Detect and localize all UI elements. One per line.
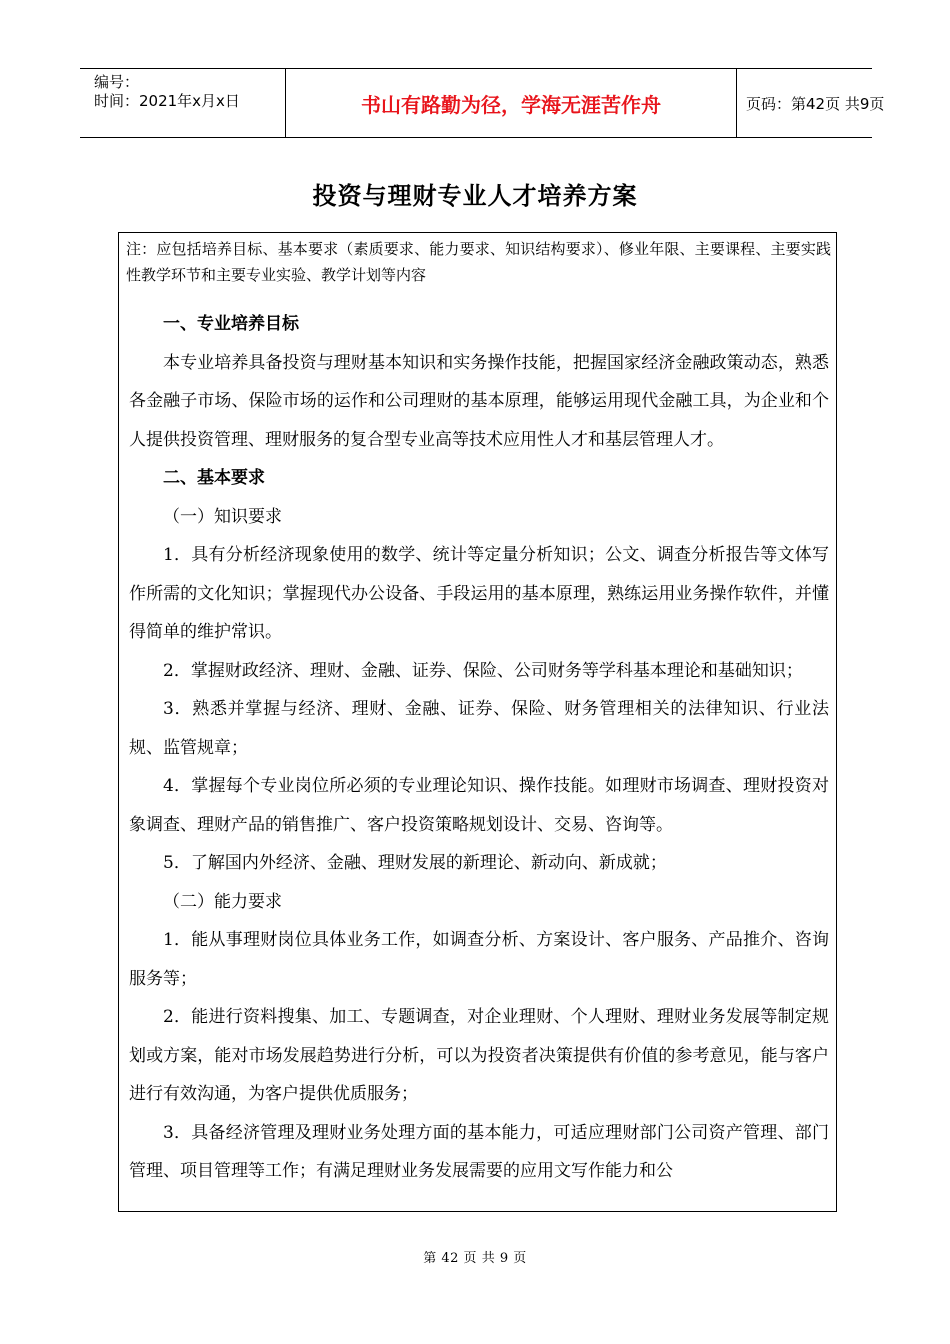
- paragraph: 2．能进行资料搜集、加工、专题调查，对企业理财、个人理财、理财业务发展等制定规划或方案，能对市场发展趋势进行分析，可以为投资者决策提供有价值的参考意见，能与客户进行有效沟通，为客户提供优质服务；: [129, 1007, 829, 1104]
- content-box: [118, 232, 837, 1212]
- header-page-code: 页码：第42页 共9页: [746, 94, 885, 113]
- paragraph: 5．了解国内外经济、金融、理财发展的新理论、新动向、新成就；: [163, 853, 667, 873]
- paragraph: 4．掌握每个专业岗位所必须的专业理论知识、操作技能。如理财市场调查、理财投资对象调查、理财产品的销售推广、客户投资策略规划设计、交易、咨询等。: [129, 776, 829, 835]
- paragraph: 1．具有分析经济现象使用的数学、统计等定量分析知识；公文、调查分析报告等文体写作所需的文化知识；掌握现代办公设备、手段运用的基本原理，熟练运用业务操作软件，并懂得简单的维护常识。: [129, 545, 829, 642]
- paragraph: 本专业培养具备投资与理财基本知识和实务操作技能，把握国家经济金融政策动态，熟悉各金融子市场、保险市场的运作和公司理财的基本原理，能够运用现代金融工具，为企业和个人提供投资管理、理财服务的复合型专业高等技术应用性人才和基层管理人才。: [129, 352, 829, 450]
- note-text: 注：应包括培养目标、基本要求（素质要求、能力要求、知识结构要求）、修业年限、主要课程、主要实践性教学环节和主要专业实验、教学计划等内容: [126, 240, 831, 284]
- paragraph: 3．熟悉并掌握与经济、理财、金融、证券、保险、财务管理相关的法律知识、行业法规、监管规章；: [129, 699, 829, 758]
- section-heading: 二、基本要求: [163, 468, 265, 488]
- subsection-heading: （二）能力要求: [163, 891, 282, 912]
- body-text: [129, 305, 829, 1191]
- subsection-heading: （一）知识要求: [163, 506, 282, 527]
- header-left-cell: [80, 69, 285, 137]
- document-date-label: 时间：2021年x月x日: [94, 92, 240, 110]
- section-heading: 一、专业培养目标: [163, 314, 299, 334]
- header-motto: 书山有路勤为径，学海无涯苦作舟: [285, 69, 737, 137]
- page-header: [80, 68, 885, 138]
- document-title: 投资与理财专业人才培养方案: [312, 181, 638, 210]
- paragraph: 2．掌握财政经济、理财、金融、证券、保险、公司财务等学科基本理论和基础知识；: [163, 660, 803, 681]
- paragraph: 3．具备经济管理及理财业务处理方面的基本能力，可适应理财部门公司资产管理、部门管理、项目管理等工作；有满足理财业务发展需要的应用文写作能力和公: [129, 1122, 829, 1181]
- document-number-label: 编号：: [94, 73, 140, 91]
- page-footer: 第 42 页 共 9 页: [423, 1251, 527, 1266]
- paragraph: 1．能从事理财岗位具体业务工作，如调查分析、方案设计、客户服务、产品推介、咨询服务等；: [129, 930, 829, 989]
